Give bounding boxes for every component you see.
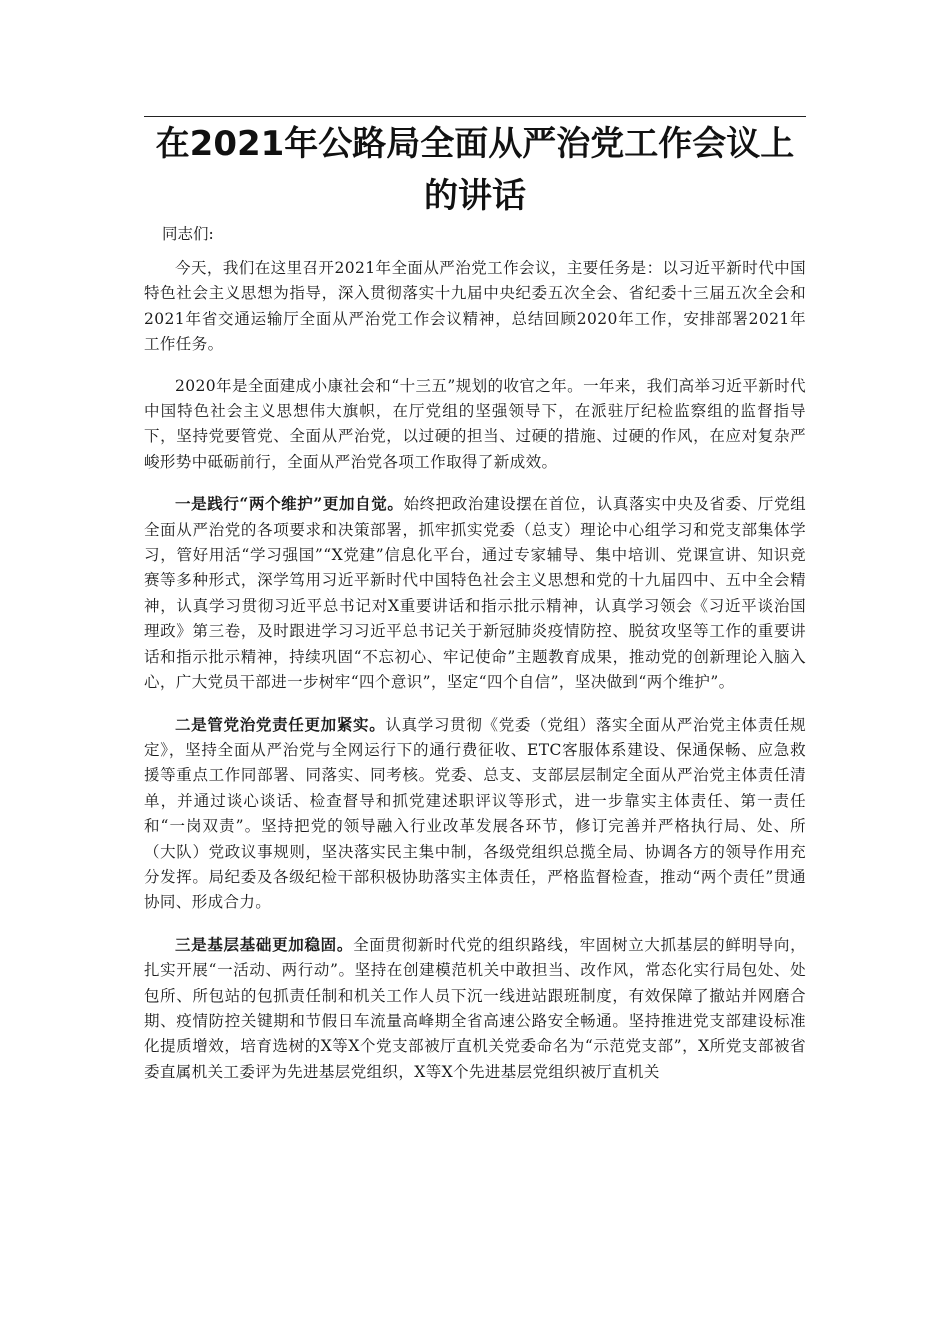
paragraph-point-1 <box>144 491 806 695</box>
paragraph-text: 2020年是全面建成小康社会和“十三五”规划的收官之年。一年来，我们高举习近平新时代中国特色社会主义思想伟大旗帜，在厅党组的坚强领导下，在派驻厅纪检监察组的监督指导下，坚持党要管党、全面从严治党，以过硬的担当、过硬的措施、过硬的作风，在应对复杂严峻形势中砥砺前行，全面从严治党各项工作取得了新成效。 <box>144 376 806 471</box>
paragraph-text: 始终把政治建设摆在首位，认真落实中央及省委、厅党组全面从严治党的各项要求和决策部署，抓牢抓实党委（总支）理论中心组学习和党支部集体学习，管好用活“学习强国”“X党建”信息化平台，通过专家辅导、集中培训、党课宣讲、知识竞赛等多种形式，深学笃用习近平新时代中国特色社会主义思想和党的十九届四中、五中全会精神，认真学习贯彻习近平总书记对X重要讲话和指示批示精神，认真学习领会《习近平谈治国理政》第三卷，及时跟进学习习近平总书记关于新冠肺炎疫情防控、脱贫攻坚等工作的重要讲话和指示批示精神，持续巩固“不忘初心、牢记使命”主题教育成果，推动党的创新理论入脑入心，广大党员干部进一步树牢“四个意识”，坚定“四个自信”，坚决做到“两个维护”。 <box>144 495 806 692</box>
paragraph-lead-heading: 二是管党治党责任更加紧实。 <box>175 714 386 734</box>
paragraph-text: 认真学习贯彻《党委（党组）落实全面从严治党主体责任规定》，坚持全面从严治党与全网运行下的通行费征收、ETC客服体系建设、保通保畅、应急救援等重点工作同部署、同落实、同考核。党委、总支、支部层层制定全面从严治党主体责任清单，并通过谈心谈话、检查督导和抓党建述职评议等形式，进一步靠实主体责任、第一责任和“一岗双责”。坚持把党的领导融入行业改革发展各环节，修订完善并严格执行局、处、所（大队）党政议事规则，坚决落实民主集中制，各级党组织总揽全局、协调各方的领导作用充分发挥。局纪委及各级纪检干部积极协助落实主体责任，严格监督检查，推动“两个责任”贯通协同、形成合力。 <box>144 715 807 912</box>
paragraph-point-2 <box>144 712 806 916</box>
paragraph-point-3 <box>144 932 806 1085</box>
document-title: 在2021年公路局全面从严治党工作会议上的讲话 <box>155 124 795 216</box>
paragraph-text: 今天，我们在这里召开2021年全面从严治党工作会议，主要任务是：以习近平新时代中国特色社会主义思想为指导，深入贯彻落实十九届中央纪委五次全会、省纪委十三届五次全会和2021年省交通运输厅全面从严治党工作会议精神，总结回顾2020年工作，安排部署2021年工作任务。 <box>144 259 806 354</box>
paragraph-review <box>144 374 806 476</box>
paragraph-text: 全面贯彻新时代党的组织路线，牢固树立大抓基层的鲜明导向，扎实开展“一活动、两行动”。坚持在创建模范机关中敢担当、改作风，常态化实行局包处、处包所、所包站的包抓责任制和机关工作人员下沉一线进站跟班制度，有效保障了撤站并网磨合期、疫情防控关键期和节假日车流量高峰期全省高速公路安全畅通。坚持推进党支部建设标准化提质增效，培育选树的X等X个党支部被厅直机关党委命名为“示范党支部”，X所党支部被省委直属机关工委评为先进基层党组织，X等X个先进基层党组织被厅直机关 <box>144 935 807 1081</box>
document-body <box>144 256 806 1101</box>
paragraph-intro <box>144 256 806 358</box>
paragraph-lead-heading: 一是践行“两个维护”更加自觉。 <box>175 494 404 514</box>
salutation: 同志们: <box>162 225 214 243</box>
paragraph-lead-heading: 三是基层基础更加稳固。 <box>175 934 354 954</box>
top-rule-divider <box>144 116 806 117</box>
